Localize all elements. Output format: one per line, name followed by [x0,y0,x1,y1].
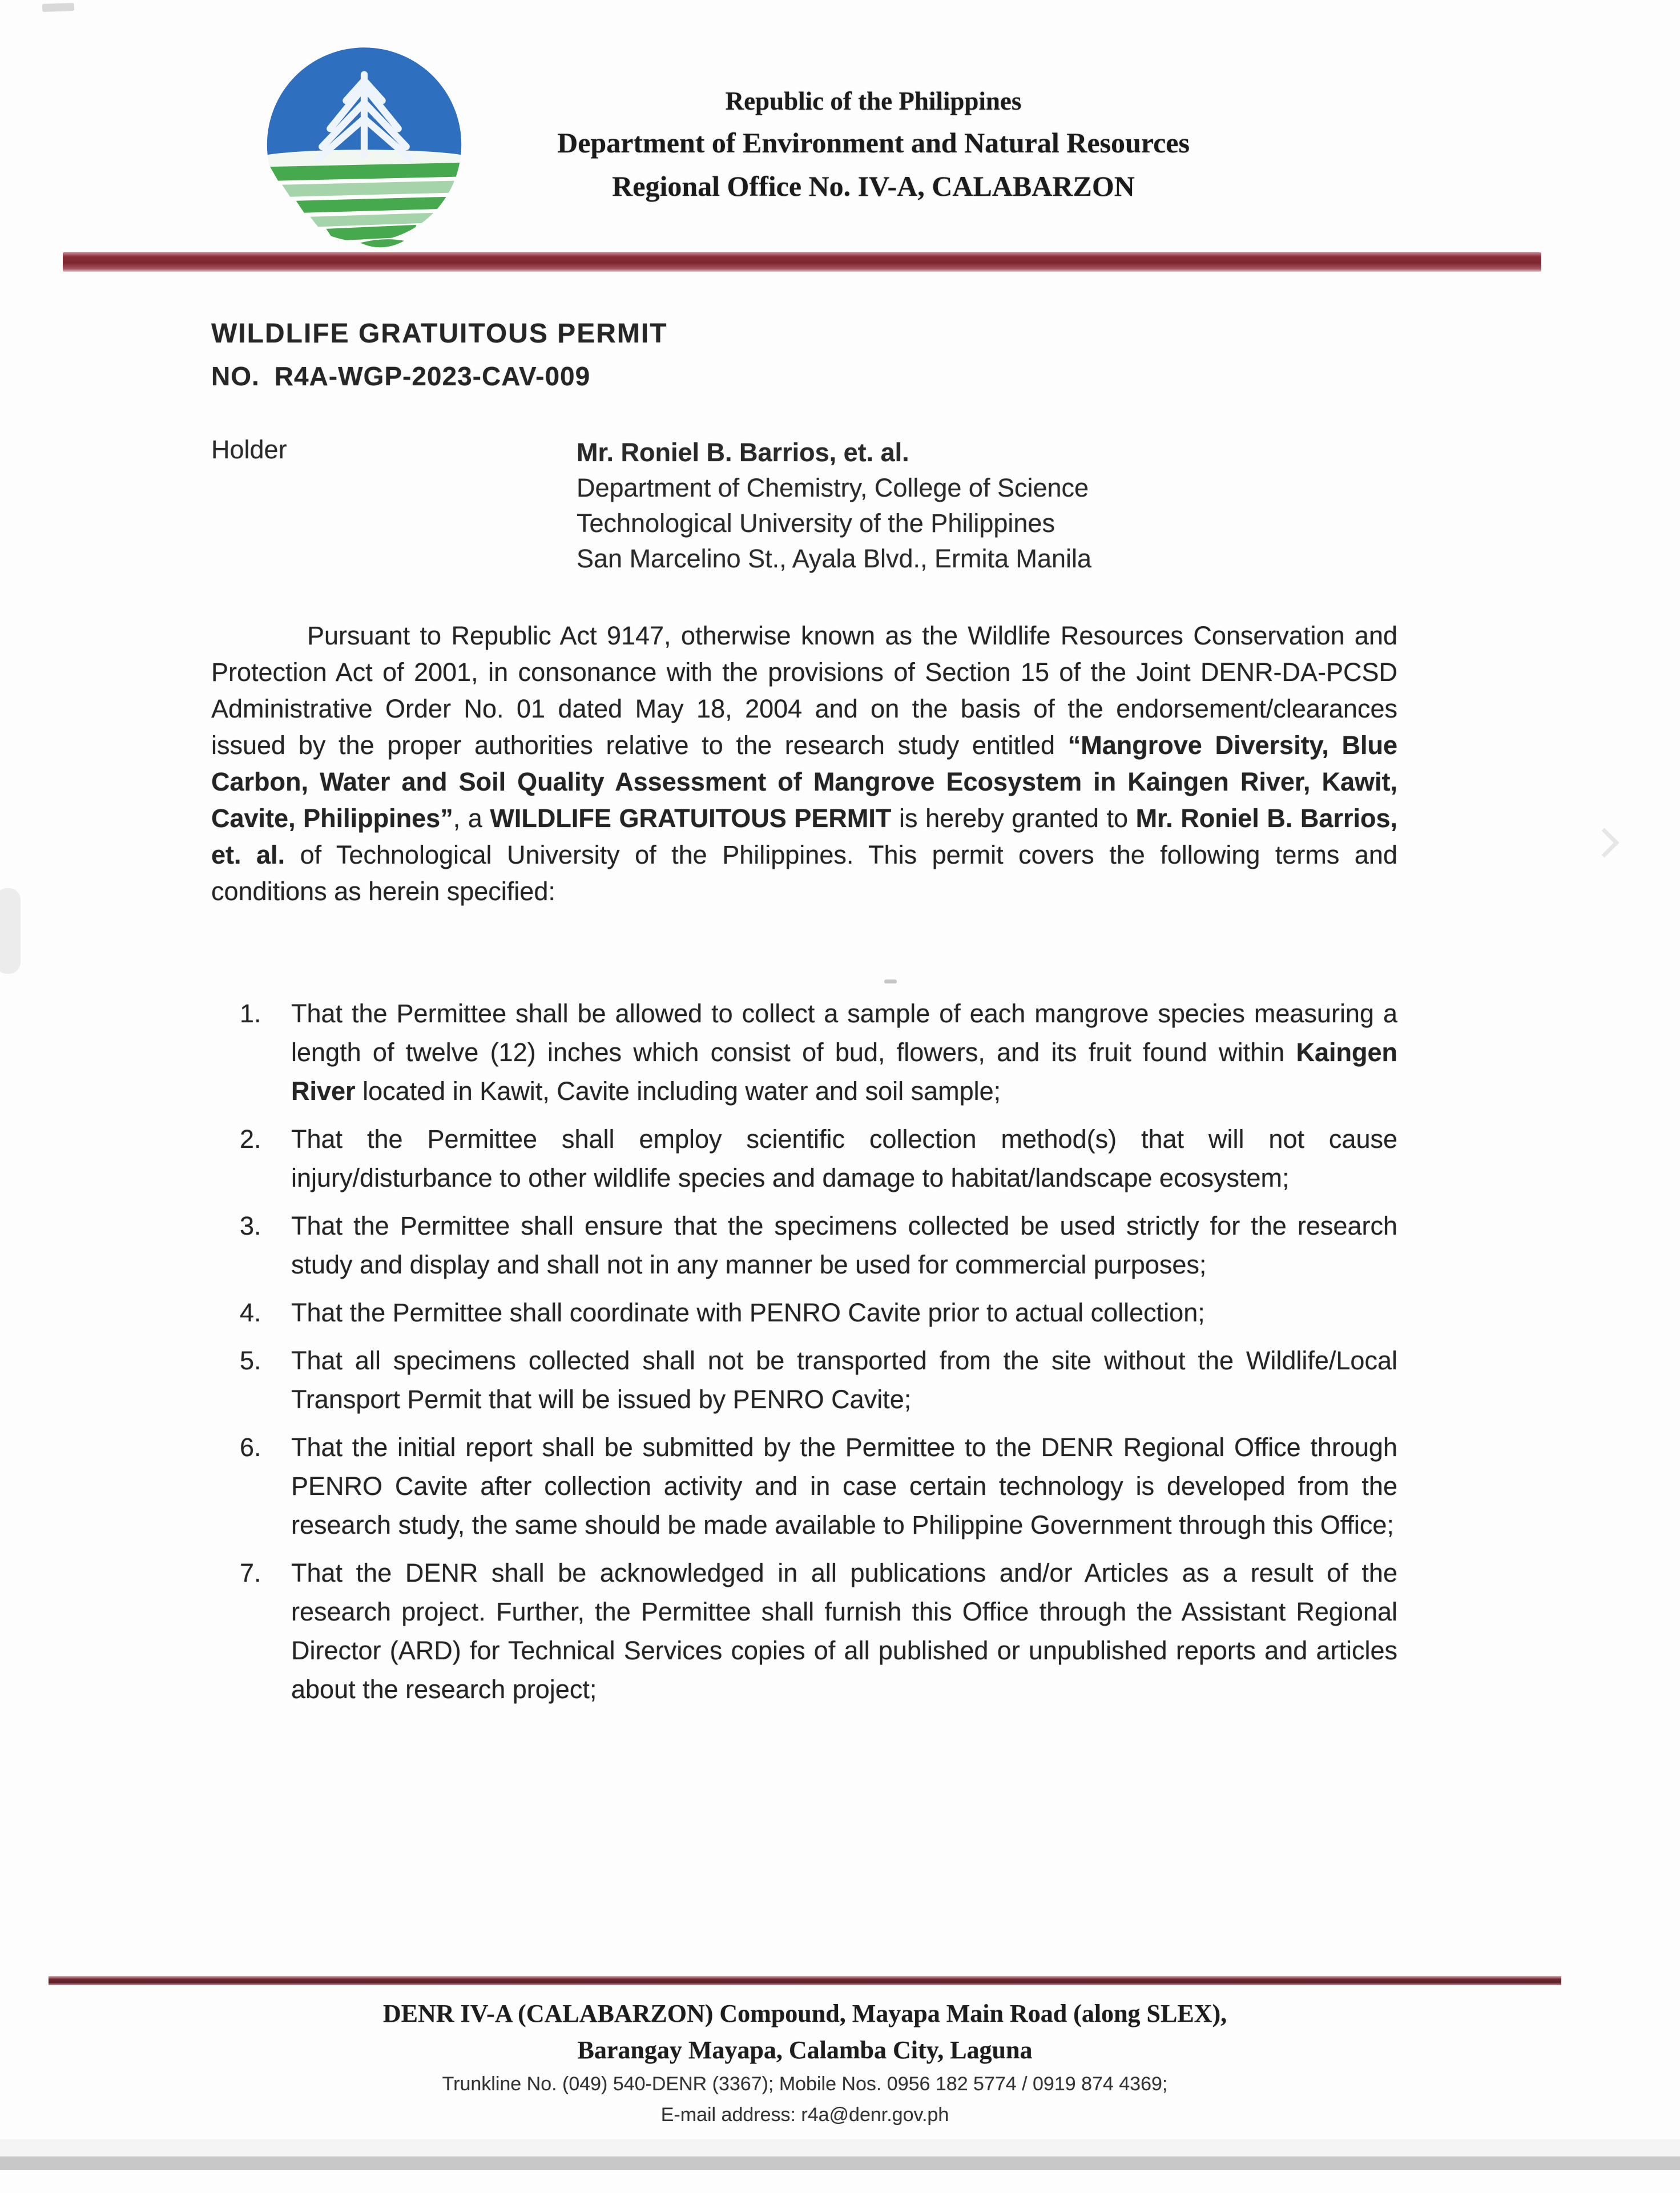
conditions-list [240,994,1397,1718]
condition-text: That the DENR shall be acknowledged in all publications and/or Articles as a result of the research project. Further, the Permittee shall furnish this Office through the Assistant Regional Director (ARD) for Technical Services copies of all published or unpublished reports and articles about the research project; [291,1558,1397,1704]
scan-artifact [1589,828,1619,857]
permit-title: WILDLIFE GRATUITOUS PERMIT [211,319,668,349]
permit-number-label: NO. [211,361,260,391]
condition-number: 4. [240,1298,261,1327]
condition-text: That the Permittee shall be allowed to collect a sample of each mangrove species measuring a length of twelve (12) inches which consist of bud, flowers, and its fruit found within Kaingen River located in Kawit, Cavite including water and soil sample; [291,999,1397,1106]
condition-number: 1. [240,999,261,1028]
scan-artifact [0,888,21,974]
scan-edge-strip [0,2156,1680,2170]
condition-item [240,1428,1397,1545]
footer-email-line: E-mail address: r4a@denr.gov.ph [660,2104,949,2126]
scan-artifact [42,3,74,12]
permit-title-block [211,313,668,397]
footer-phone-line: Trunkline No. (049) 540-DENR (3367); Mobile Nos. 0956 182 5774 / 0919 874 4369; [442,2073,1168,2095]
condition-text: That the Permittee shall ensure that the specimens collected be used strictly for the research study and display and shall not in any manner be used for commercial purposes; [291,1211,1397,1279]
condition-item [240,994,1397,1111]
header-rule [63,252,1541,272]
agency-regional-office-line: Regional Office No. IV-A, CALABARZON [612,170,1135,202]
scan-edge-strip [0,2139,1680,2156]
condition-text: That the Permittee shall employ scientific collection method(s) that will not cause injury/disturbance to other wildlife species and damage to habitat/landscape ecosystem; [291,1124,1397,1192]
condition-text: That all specimens collected shall not be transported from the site without the Wildlife/Local Transport Permit that will be issued by PENRO Cavite; [291,1346,1397,1414]
condition-item [240,1341,1397,1419]
footer-rule [49,1976,1561,1985]
footer-address-line-1: DENR IV-A (CALABARZON) Compound, Mayapa Main Road (along SLEX), [382,2000,1227,2027]
permit-number-line [211,355,668,397]
condition-item [240,1207,1397,1284]
condition-number: 3. [240,1211,261,1240]
condition-text: That the initial report shall be submitted by the Permittee to the DENR Regional Office through PENRO Cavite after collection activity and in case certain technology is developed from the research study, the same should be made available to Philippine Government through this Office; [291,1433,1397,1539]
holder-address-line: San Marcelino St., Ayala Blvd., Ermita Manila [577,544,1092,573]
holder-value [577,435,1399,577]
holder-address-line: Technological University of the Philippines [577,509,1055,538]
preamble-paragraph: Pursuant to Republic Act 9147, otherwise known as the Wildlife Resources Conservation and Protection Act of 2001, in consonance with the provisions of Section 15 of the Joint DENR-DA-PCSD Administrative Order No. 01 dated May 18, 2004 and on the basis of the endorsement/clearances issued by the proper authorities relative to the research study entitled “Mangrove Diversity, Blue Carbon, Water and Soil Quality Assessment of Mangrove Ecosystem in Kaingen River, Kawit, Cavite, Philippines”, a WILDLIFE GRATUITOUS PERMIT is hereby granted to Mr. Roniel B. Barrios, et. al. of Technological University of the Philippines. This permit covers the following terms and conditions as herein specified: [211,621,1397,906]
condition-item [240,1293,1397,1332]
condition-number: 2. [240,1124,261,1154]
condition-item [240,1120,1397,1198]
condition-text: That the Permittee shall coordinate with PENRO Cavite prior to actual collection; [291,1298,1205,1327]
holder-name: Mr. Roniel B. Barrios, et. al. [577,438,909,467]
agency-header [400,81,1347,208]
condition-number: 6. [240,1433,261,1462]
holder-address-line: Department of Chemistry, College of Science [577,473,1089,502]
footer-block [49,1996,1561,2130]
condition-item [240,1554,1397,1709]
condition-number: 5. [240,1346,261,1375]
footer-address-line-2: Barangay Mayapa, Calamba City, Laguna [577,2036,1033,2064]
permit-number: R4A-WGP-2023-CAV-009 [274,361,591,391]
agency-department-line: Department of Environment and Natural Resources [557,127,1190,159]
scan-artifact [884,979,897,983]
agency-republic-line: Republic of the Philippines [725,87,1022,115]
condition-number: 7. [240,1558,261,1587]
holder-label: Holder [211,435,287,464]
